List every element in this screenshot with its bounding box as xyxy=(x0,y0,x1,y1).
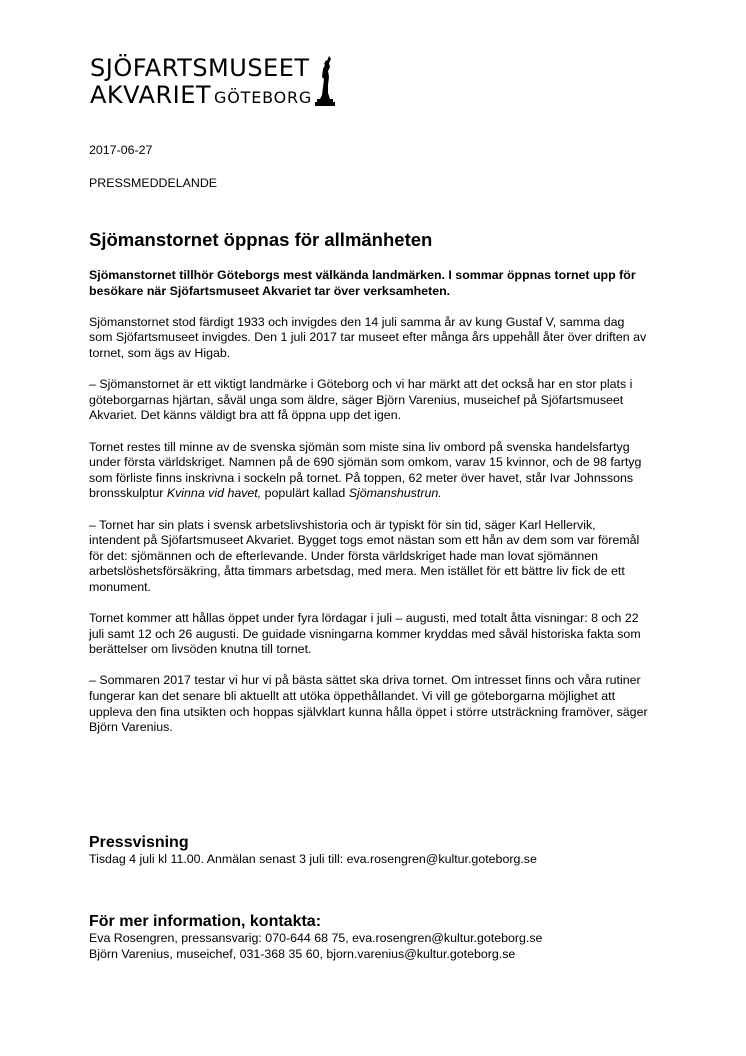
pressvisning-text: Tisdag 4 juli kl 11.00. Anmälan senast 3 juli till: eva.rosengren@kultur.goteborg.se xyxy=(89,852,537,866)
museum-logo xyxy=(90,55,350,110)
paragraph-4: – Tornet har sin plats i svensk arbetslivshistoria och är typiskt för sin tid, säger Karl Hellervik, intendent på Sjöfartsmuseet Akvariet. Bygget togs emot nästan som ett hån av dem som var föremål för det: sjömännen och de efterlevande. Under första världskriget hade man lovat sjömännen arbetslöshetsförsäkring, åtta timmars arbetsdag, med mera. Men istället för ett bättre liv fick de ett monument. xyxy=(89,517,640,594)
logo-line-2 xyxy=(90,82,312,111)
contact-section xyxy=(89,913,649,962)
paragraph-3-text-b: populärt kallad xyxy=(261,486,349,501)
press-date: 2017-06-27 xyxy=(89,143,153,157)
paragraph-5: Tornet kommer att hållas öppet under fyra lördagar i juli – augusti, med totalt åtta visningar: 8 och 22 juli samt 12 och 26 augusti. De guidade visningarna kommer kryddas med såväl historiska fakta som berättelser om livsöden knutna till tornet. xyxy=(89,611,641,657)
pressvisning-section xyxy=(89,834,649,868)
document-type: PRESSMEDDELANDE xyxy=(89,176,218,190)
page-title: Sjömanstornet öppnas för allmänheten xyxy=(89,229,433,250)
contact-line-1: Eva Rosengren, pressansvarig: 070-644 68 75, eva.rosengren@kultur.goteborg.se xyxy=(89,931,543,945)
lead-paragraph: Sjömanstornet tillhör Göteborgs mest välkända landmärken. I sommar öppnas tornet upp för besökare när Sjöfartsmuseet Akvariet tar över verksamheten. xyxy=(89,268,636,298)
statue-icon xyxy=(312,55,338,107)
contact-line-2: Björn Varenius, museichef, 031-368 35 60, bjorn.varenius@kultur.goteborg.se xyxy=(89,946,516,961)
article-body xyxy=(89,268,649,751)
paragraph-2: – Sjömanstornet är ett viktigt landmärke i Göteborg och vi har märkt att det också har en stor plats i göteborgarnas hjärtan, såväl unga som äldre, säger Björn Varenius, museichef på Sjöfartsmuseet Akvariet. Det känns väldigt bra att få öppna upp det igen. xyxy=(89,377,633,423)
paragraph-3-text-a: Tornet restes till minne av de svenska sjömän som miste sina liv ombord på svenska handelsfartyg under första världskriget. Namnen på de 690 sjömän som omkom, varav 15 kvinnor, och de 98 fartyg som förliste finns inskrivna i sockeln på tornet. På toppen, 62 meter över havet, står Ivar Johnssons bronsskulptur xyxy=(89,439,642,501)
contact-heading: För mer information, kontakta: xyxy=(89,913,322,930)
logo-line-1: SJÖFARTSMUSEET xyxy=(90,54,310,82)
sculpture-nickname: Sjömanshustrun. xyxy=(348,486,442,501)
sculpture-title: Kvinna vid havet, xyxy=(166,486,262,501)
logo-akvariet: AKVARIET xyxy=(90,81,212,109)
paragraph-6: – Sommaren 2017 testar vi hur vi på bästa sättet ska driva tornet. Om intresset finns och våra rutiner fungerar kan det senare bli aktuellt att utöka öppethållandet. Vi vill ge göteborgarna möjlighet att uppleva den fina utsikten och hoppas självklart kunna hålla öppet i större utsträckning framöver, säger Björn Varenius. xyxy=(89,673,648,735)
paragraph-1: Sjömanstornet stod färdigt 1933 och invigdes den 14 juli samma år av kung Gustaf V, samma dag som Sjöfartsmuseet invigdes. Den 1 juli 2017 tar museet efter många års uppehåll åter över driften av tornet, som ägs av Higab. xyxy=(89,314,647,360)
logo-goteborg: GÖTEBORG xyxy=(214,88,313,107)
paragraph-3 xyxy=(89,440,649,502)
pressvisning-heading: Pressvisning xyxy=(89,834,189,851)
